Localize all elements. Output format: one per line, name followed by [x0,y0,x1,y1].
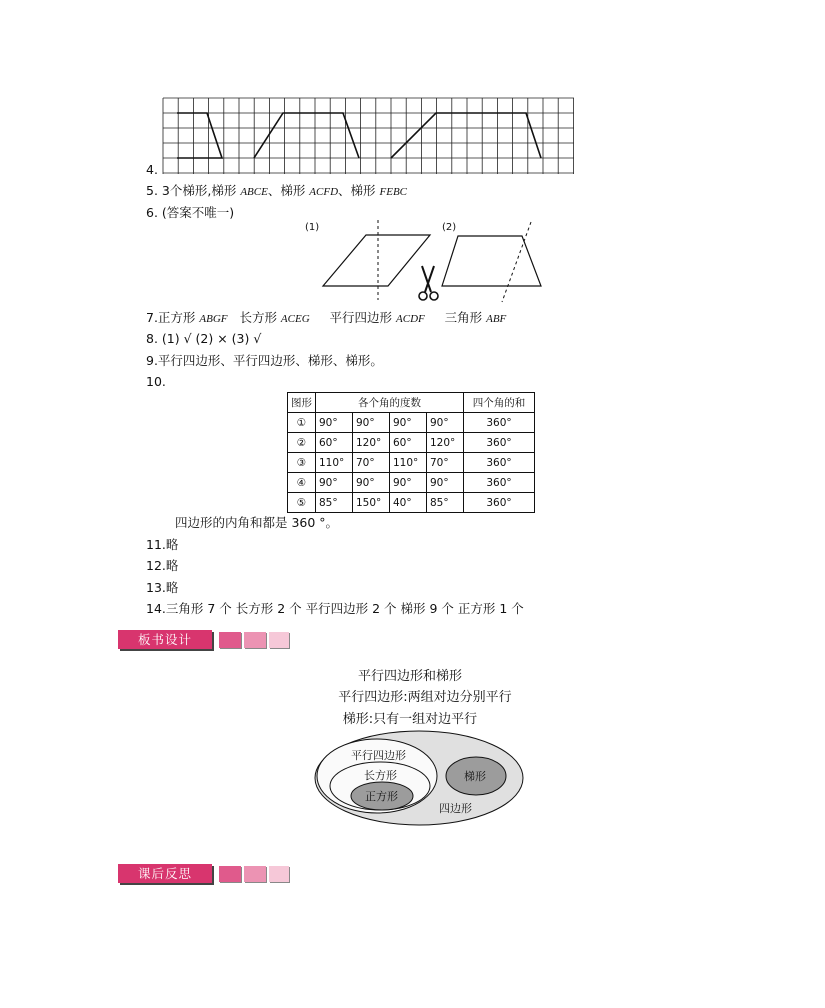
venn-label-rectangle: 长方形 [364,769,397,782]
banner-square [244,866,266,882]
venn-label-quadrilateral: 四边形 [439,802,472,815]
cell-sum: 360° [464,433,535,453]
table-row [288,413,535,433]
q9-answer: 9.平行四边形、平行四边形、梯形、梯形。 [146,353,383,368]
q10-label: 10. [146,374,166,389]
table-header-row [288,393,535,413]
cell-sum: 360° [464,453,535,473]
venn-label-square: 正方形 [365,790,398,803]
cell-angle: 90° [353,413,390,433]
cell-angle: 90° [390,473,427,493]
cell-shape: ⑤ [288,493,316,513]
q6-figures [318,218,548,306]
cell-angle: 90° [390,413,427,433]
board-line-trapezoid: 梯形:只有一组对边平行 [342,712,478,727]
cell-angle: 85° [316,493,353,513]
cell-shape: ③ [288,453,316,473]
q6-fig1-label: (1) [305,222,320,233]
board-design-title: 板书设计 [118,630,212,649]
cell-angle: 70° [353,453,390,473]
cell-angle: 40° [390,493,427,513]
banner-square [219,866,241,882]
q8-answer: 8. (1) √ (2) × (3) √ [146,331,262,346]
table-row [288,433,535,453]
cell-angle: 70° [427,453,464,473]
table-row [288,473,535,493]
cell-shape: ④ [288,473,316,493]
board-title: 平行四边形和梯形 [357,669,462,684]
cell-angle: 85° [427,493,464,513]
q7-answer: 7.正方形 ABGF 长方形 ACEG 平行四边形 ACDF 三角形 ABF [146,310,507,325]
quadrilateral-venn-diagram [312,728,527,828]
q10-note: 四边形的内角和都是 360 °。 [175,515,339,530]
cut-line-2 [502,222,531,302]
board-design-banner [118,630,296,650]
shape-trapezoid-1 [177,113,222,158]
q4-grid-figure [162,97,575,175]
reflection-banner [118,864,296,884]
trapezoid-figure [442,236,541,286]
cell-angle: 90° [427,473,464,493]
cell-angle: 90° [427,413,464,433]
table-row [288,493,535,513]
q6-fig2-label: (2) [442,222,457,233]
venn-label-trapezoid: 梯形 [464,770,486,783]
cell-sum: 360° [464,473,535,493]
q5-answer: 5. 3个梯形,梯形 ABCE、梯形 ACFD、梯形 FEBC [146,183,408,198]
q11-answer: 11.略 [146,537,179,552]
table-row [288,453,535,473]
cell-angle: 120° [427,433,464,453]
q4-label: 4. [146,162,158,177]
cell-angle: 110° [390,453,427,473]
header-shape: 图形 [288,393,316,413]
cell-shape: ② [288,433,316,453]
cell-angle: 150° [353,493,390,513]
shape-trapezoid-3 [391,113,541,158]
q13-answer: 13.略 [146,580,179,595]
cell-angle: 60° [316,433,353,453]
banner-square [219,632,241,648]
cell-angle: 60° [390,433,427,453]
reflection-title: 课后反思 [118,864,212,883]
cell-angle: 110° [316,453,353,473]
board-line-parallelogram: 平行四边形:两组对边分别平行 [338,690,512,705]
q6-label: 6. (答案不唯一) [146,205,235,220]
cell-angle: 90° [353,473,390,493]
cell-shape: ① [288,413,316,433]
parallelogram-figure [323,235,430,286]
banner-square [269,632,289,648]
header-angles: 各个角的度数 [316,393,464,413]
banner-square [269,866,289,882]
scissors-icon [419,266,438,300]
q12-answer: 12.略 [146,558,179,573]
venn-label-parallelogram: 平行四边形 [351,749,406,762]
cell-angle: 90° [316,473,353,493]
cell-angle: 120° [353,433,390,453]
cell-sum: 360° [464,493,535,513]
banner-square [244,632,266,648]
cell-sum: 360° [464,413,535,433]
q14-answer: 14.三角形 7 个 长方形 2 个 平行四边形 2 个 梯形 9 个 正方形 1 个 [146,601,524,616]
angle-table [287,392,535,513]
cell-angle: 90° [316,413,353,433]
header-sum: 四个角的和 [464,393,535,413]
